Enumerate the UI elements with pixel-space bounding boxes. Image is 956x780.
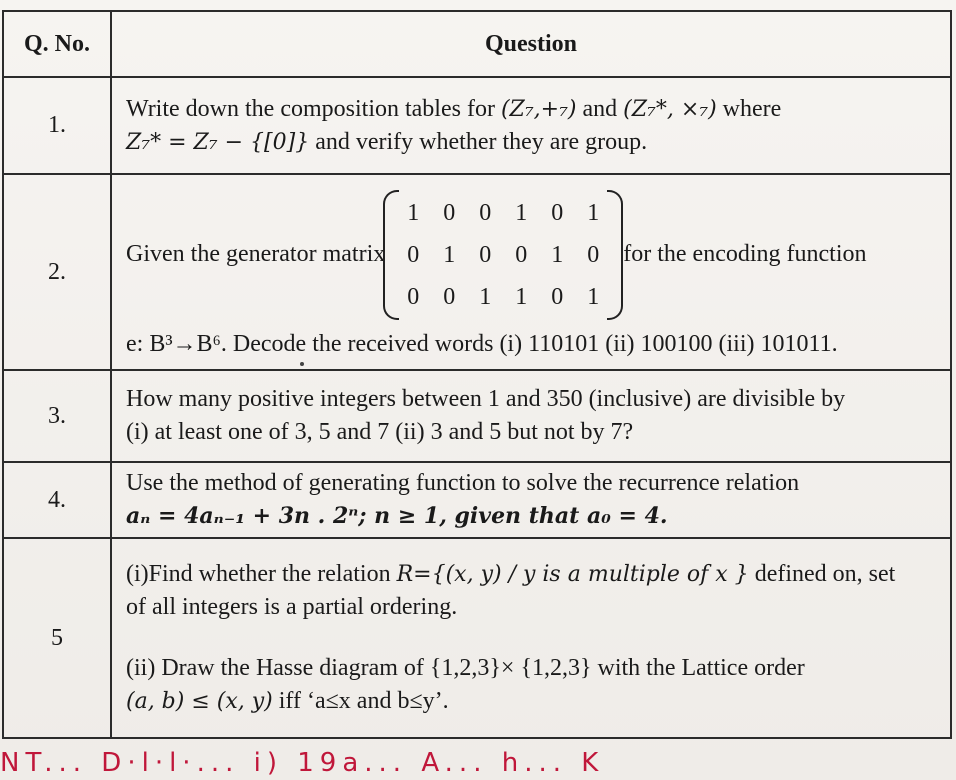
table-row [3,77,951,174]
text-line: (ii) Draw the Hasse diagram of {1,2,3}× {1,2,3} with the Lattice order [126,655,805,681]
text-line: How many positive integers between 1 and 350 (inclusive) are divisible by [126,386,846,412]
text-line: (i) at least one of 3, 5 and 7 (ii) 3 and 5 but not by 7? [126,419,634,445]
matrix-entry: 0 [479,199,492,226]
matrix-entry: 1 [551,241,564,268]
math-expression: R={(x, y) / y is a multiple of x } [396,562,749,587]
math-expression: (Z₇,+₇) [500,96,577,122]
matrix-entry: 1 [587,199,600,226]
matrix-entry: 0 [551,283,564,310]
question-text [111,174,951,370]
table-row [3,370,951,462]
text-span: and verify whether they are group. [309,128,648,155]
text-span: Given the generator matrix [126,241,386,267]
question-number: 1. [3,77,111,174]
question-number: 4. [3,462,111,538]
question-text [111,462,951,538]
matrix-entry: 0 [443,199,456,226]
matrix-entry: 1 [587,283,600,310]
math-expression: aₙ = 4aₙ₋₁ + 3n . 2ⁿ; n ≥ 1, given that a₀ = 4. [126,503,668,529]
text-span: iff ‘a≤x and b≤y’. [272,688,449,714]
text-span: and [576,95,624,122]
question-table [2,10,952,739]
header-question: Question [111,11,951,77]
matrix-entry: 1 [407,199,420,226]
left-parenthesis [383,190,399,320]
table-row [3,538,951,738]
text-span: for the encoding function [623,241,867,267]
right-parenthesis [607,190,623,320]
question-text [111,77,951,174]
matrix-entry: 0 [443,283,456,310]
matrix-entry: 1 [443,241,456,268]
math-expression: (a, b) ≤ (x, y) [126,689,273,714]
table-row [3,462,951,538]
text-line: Use the method of generating function to solve the recurrence relation [126,470,800,496]
question-number: 5 [3,538,111,738]
math-expression: (Z₇*, ×₇) [623,96,717,122]
question-text [111,538,951,738]
table-header-row [3,11,951,77]
handwritten-note: NT... D·l·l·... i) 19a... A... h... K [0,748,605,778]
matrix-entry: 1 [515,199,528,226]
text-span: where [716,95,782,122]
matrix-entry: 0 [551,199,564,226]
text-span: defined on, set [748,561,896,587]
text-line: e: B³→B⁶. Decode the received words (i) 110101 (ii) 100100 (iii) 101011. [126,330,838,357]
text-span: Write down the composition tables for [126,95,501,122]
text-line: of all integers is a partial ordering. [126,594,458,620]
matrix-entry: 0 [587,241,600,268]
matrix-entry: 0 [479,241,492,268]
question-number: 2. [3,174,111,370]
matrix-entry: 1 [479,283,492,310]
header-qno: Q. No. [3,11,111,77]
matrix-entry: 0 [407,241,420,268]
matrix-entry: 0 [515,241,528,268]
question-text [111,370,951,462]
math-expression: Z₇* = Z₇ − {[0]} [126,129,310,155]
matrix-entry: 1 [515,283,528,310]
text-span: (i)Find whether the relation [126,561,397,587]
matrix-entry: 0 [407,283,420,310]
question-number: 3. [3,370,111,462]
stray-dot [300,362,304,366]
table-row [3,174,951,370]
generator-matrix [389,192,617,318]
